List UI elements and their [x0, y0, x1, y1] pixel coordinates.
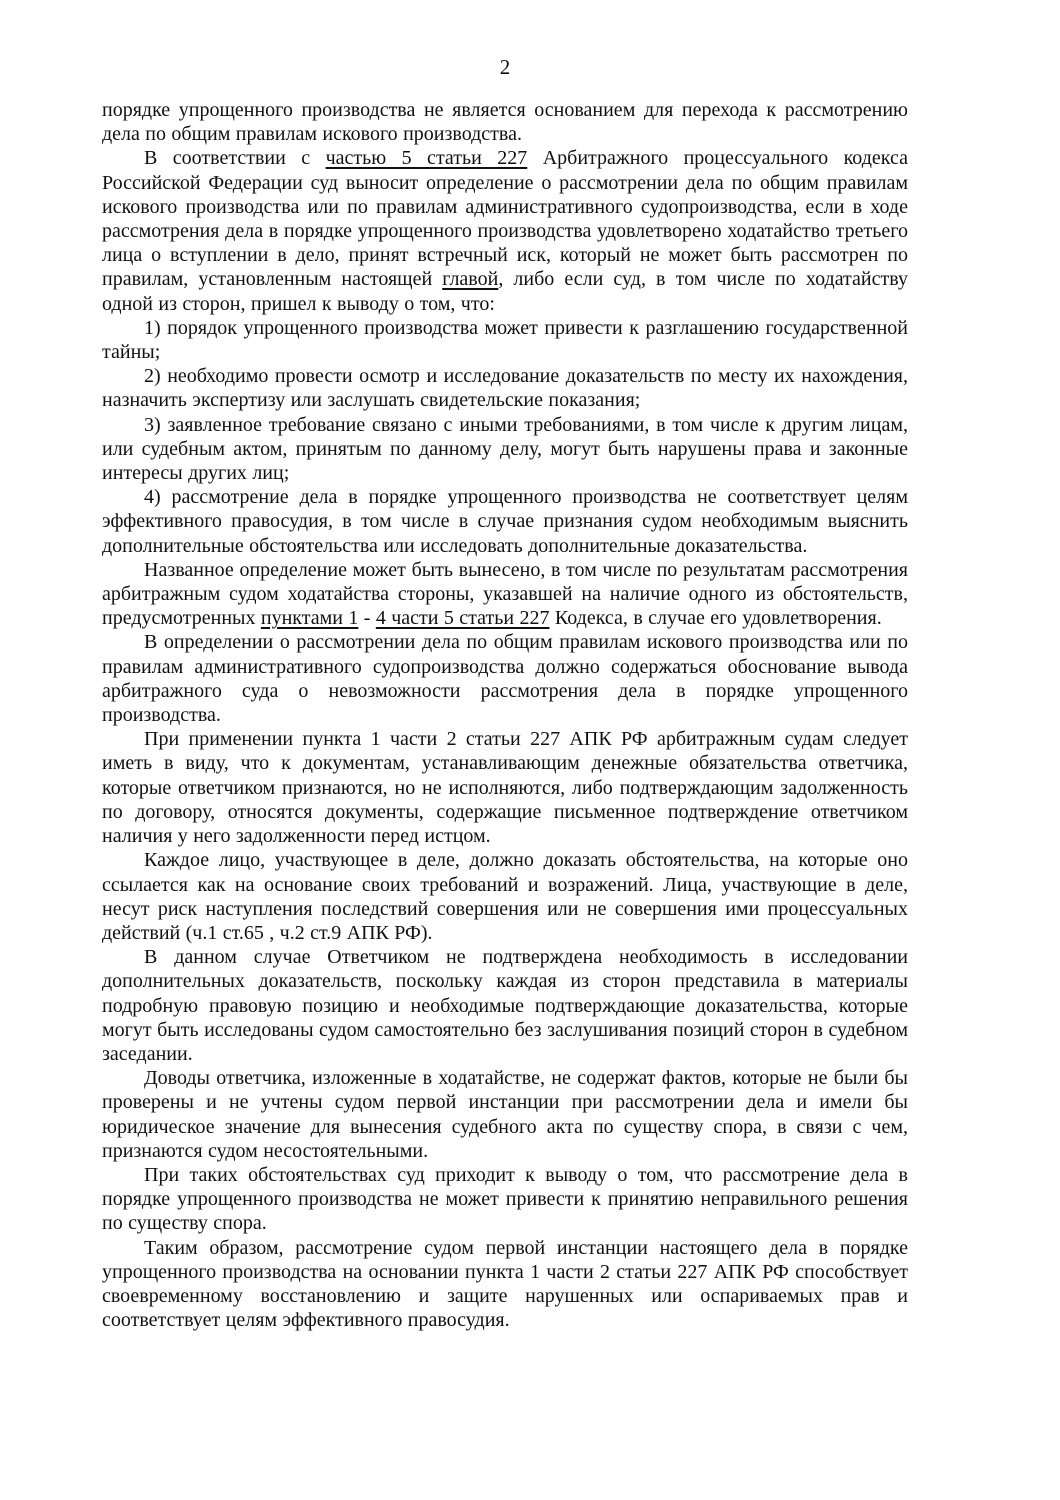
paragraph — [102, 630, 908, 727]
text-run: Названное определение может быть вынесено, в том числе по результатам рассмотрения арбитражным судом ходатайства стороны, указавшей на наличие одного из обстоятельств, предусмотренных — [102, 558, 908, 630]
legal-reference: пунктами 1 — [260, 607, 359, 630]
paragraph — [102, 98, 908, 146]
text-run: порядке упрощенного производства не является основанием для перехода к рассмотрению дела по общим правилам искового производства. — [102, 99, 908, 146]
page-number: 2 — [499, 55, 511, 79]
text-run: Таким образом, рассмотрение судом первой инстанции настоящего дела в порядке упрощенного производства на основании пункта 1 части 2 статьи 227 АПК РФ способствует своевременному восстановлению и защите нарушенных или оспариваемых прав и соответствует целям эффективного правосудия. — [102, 1236, 908, 1332]
text-run: 4) рассмотрение дела в порядке упрощенного производства не соответствует целям эффективного правосудия, в том числе в случае признания судом необходимым выяснить дополнительные обстоятельства или исследовать дополнительные доказательства. — [102, 486, 908, 557]
legal-reference: главой — [442, 268, 499, 291]
paragraph — [102, 727, 908, 848]
text-run: 2) необходимо провести осмотр и исследование доказательств по месту их нахождения, назначить экспертизу или заслушать свидетельские показания; — [102, 365, 908, 412]
text-run: Кодекса, в случае его удовлетворения. — [549, 607, 882, 630]
paragraph — [102, 1163, 908, 1236]
paragraph — [102, 1236, 908, 1333]
text-run: Каждое лицо, участвующее в деле, должно доказать обстоятельства, на которые оно ссылается как на основание своих требований и возражений. Лица, участвующие в деле, несут риск наступления последствий совершения или не совершения ими процессуальных действий (ч.1 ст.65 , ч.2 ст.9 АПК РФ). — [102, 849, 908, 944]
text-run: При таких обстоятельствах суд приходит к выводу о том, что рассмотрение дела в порядке упрощенного производства не может привести к принятию неправильного решения по существу спора. — [102, 1163, 908, 1235]
text-run: Доводы ответчика, изложенные в ходатайстве, не содержат фактов, которые не были бы проверены и не учтены судом первой инстанции при рассмотрении дела и имели бы юридическое значение для вынесения судебного акта по существу спора, в связи с чем, признаются судом несостоятельными. — [102, 1067, 908, 1162]
text-run: В соответствии с — [144, 147, 326, 170]
paragraph — [102, 848, 908, 945]
text-run: 1) порядок упрощенного производства может привести к разглашению государственной тайны; — [102, 316, 908, 364]
paragraph — [102, 316, 908, 364]
text-run: Арбитражного процессуального кодекса Российской Федерации суд выносит определение о рассмотрении дела по общим правилам искового производства или по правилам административного судопроизводства, если в ходе рассмотрения дела в порядке упрощенного производства удовлетворено ходатайство третьего лица о вступлении в дело, принят встречный иск, который не может быть рассмотрен по правилам, установленным настоящей — [102, 147, 908, 291]
paragraph — [102, 485, 908, 558]
paragraph — [102, 1066, 908, 1163]
text-run: При применении пункта 1 части 2 статьи 227 АПК РФ арбитражным судам следует иметь в виду, что к документам, устанавливающим денежные обязательства ответчика, которые ответчиком признаются, но не исполняются, либо подтверждающим задолженность по договору, относятся документы, содержащие письменное подтверждение ответчиком наличия у него задолженности перед истцом. — [102, 728, 908, 848]
paragraph — [102, 558, 908, 631]
paragraph — [102, 146, 908, 315]
text-run: - — [358, 607, 376, 630]
legal-reference: 4 части 5 статьи 227 — [375, 607, 550, 630]
paragraph — [102, 364, 908, 412]
text-run: В определении о рассмотрении дела по общим правилам искового производства или по правилам административного судопроизводства должно содержаться обоснование вывода арбитражного суда о невозможности рассмотрения дела в порядке упрощенного производства. — [102, 631, 908, 727]
legal-reference: частью 5 статьи 227 — [325, 147, 528, 170]
paragraph — [102, 945, 908, 1066]
text-run: , либо если суд, в том числе по ходатайству одной из сторон, пришел к выводу о том, что: — [102, 268, 908, 315]
paragraph — [102, 413, 908, 486]
document-body — [102, 98, 908, 1332]
text-run: 3) заявленное требование связано с иными требованиями, в том числе к другим лицам, или судебным актом, принятым по данному делу, могут быть нарушены права и законные интересы других лиц; — [102, 413, 908, 485]
text-run: В данном случае Ответчиком не подтверждена необходимость в исследовании дополнительных доказательств, поскольку каждая из сторон представила в материалы подробную правовую позицию и необходимые подтверждающие доказательства, которые могут быть исследованы судом самостоятельно без заслушивания позиций сторон в судебном заседании. — [102, 946, 908, 1065]
